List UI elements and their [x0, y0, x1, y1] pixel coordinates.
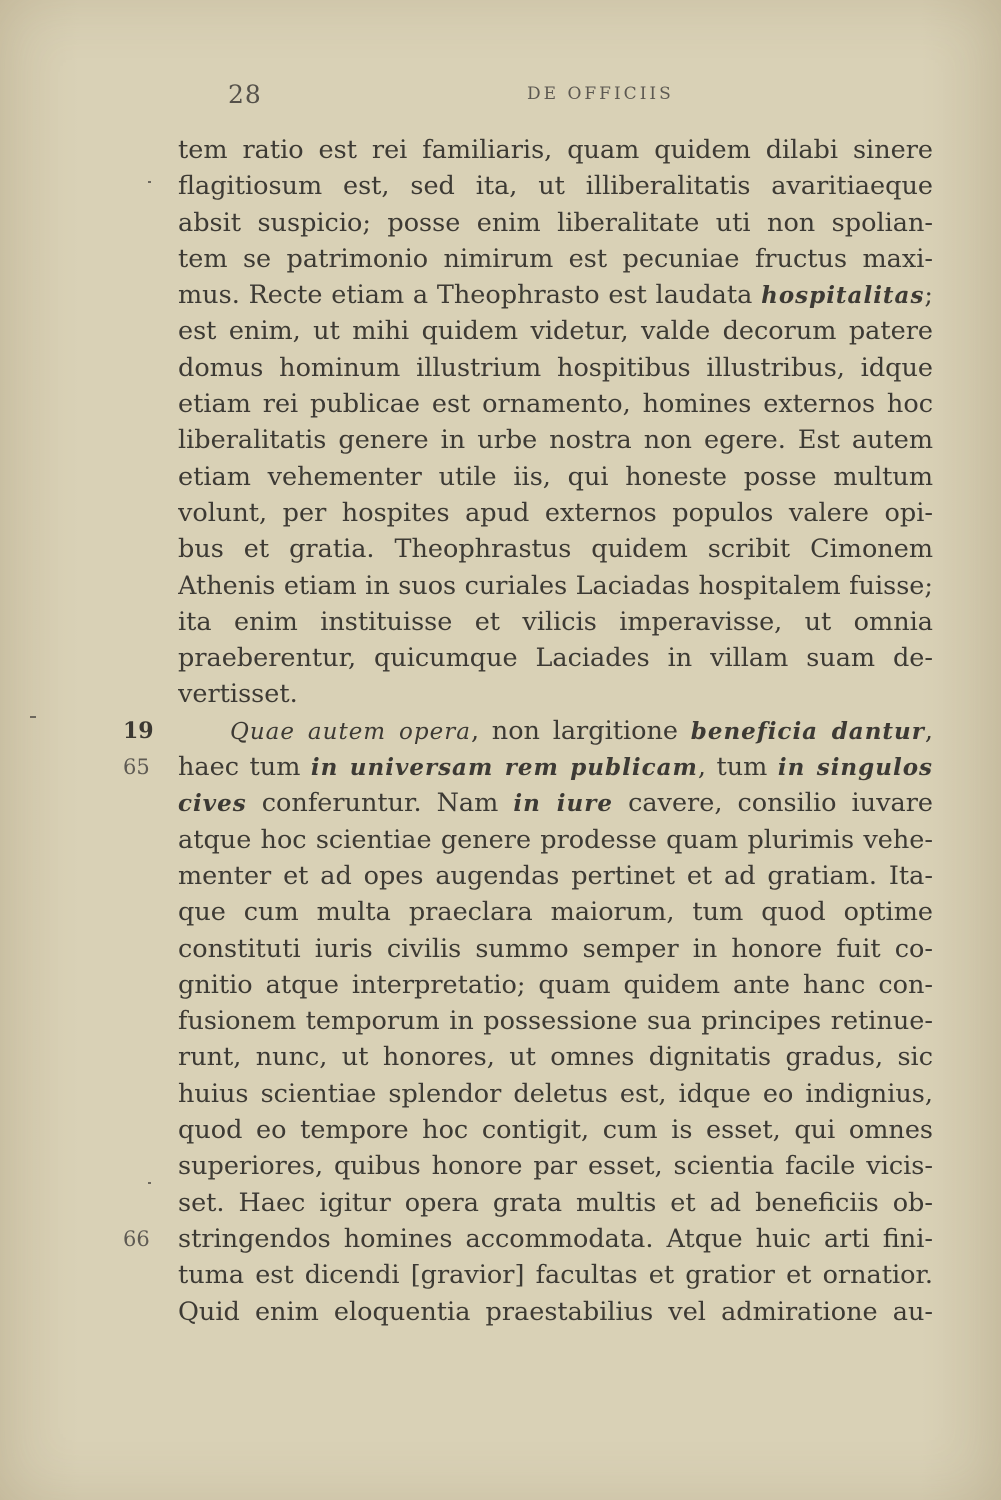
text-run: vertisset.: [178, 679, 298, 710]
text-run: huius scientiae splendor deletus est, idque eo indignius,: [178, 1078, 933, 1109]
text-line: [178, 313, 933, 349]
text-run: ,: [924, 715, 933, 746]
italic-phrase: beneficia dantur: [690, 717, 925, 745]
margin-section-number: 19: [123, 717, 154, 744]
text-line: [178, 1112, 933, 1148]
page-number: 28: [228, 80, 262, 109]
text-run: ita enim instituisse et vilicis imperavisse, ut omnia: [178, 606, 933, 637]
margin-dot-mark: [148, 1182, 151, 1184]
text-line: [178, 1039, 933, 1075]
text-run: mus. Recte etiam a Theophrasto est laudata: [178, 280, 762, 311]
text-run: runt, nunc, ut honores, ut omnes dignitatis gradus, sic: [178, 1042, 933, 1073]
text-run: stringendos homines accommodata. Atque huic arti fini-: [178, 1223, 933, 1254]
text-run: tuma est dicendi [gravior] facultas et gratior et ornatior.: [178, 1260, 933, 1291]
text-line: [178, 604, 933, 640]
text-line: [178, 568, 933, 604]
text-line: [178, 350, 933, 386]
italic-phrase: in universam rem publicam: [310, 754, 698, 782]
text-run: etiam rei publicae est ornamento, homines externos hoc: [178, 389, 933, 420]
text-line: [178, 858, 933, 894]
italic-phrase: in singulos: [777, 754, 933, 782]
text-line: [178, 1185, 933, 1221]
text-run: que cum multa praeclara maiorum, tum quod optime: [178, 897, 933, 928]
text-line: [178, 531, 933, 567]
text-line: [178, 1221, 933, 1257]
text-run: quod eo tempore hoc contigit, cum is esset, qui omnes: [178, 1115, 933, 1146]
text-run: , tum: [697, 752, 778, 783]
text-line: [178, 168, 933, 204]
text-run: tem se patrimonio nimirum est pecuniae fructus maxi-: [178, 243, 933, 274]
text-run: domus hominum illustrium hospitibus illustribus, idque: [178, 352, 933, 383]
text-line: [178, 205, 933, 241]
text-line: [178, 676, 933, 712]
text-run: fusionem temporum in possessione sua principes retinue-: [178, 1006, 933, 1037]
text-run: etiam vehementer utile iis, qui honeste posse multum: [178, 461, 933, 492]
text-line: [178, 822, 933, 858]
text-run: flagitiosum est, sed ita, ut illiberalitatis avaritiaeque: [178, 171, 933, 202]
text-run: constituti iuris civilis summo semper in honore fuit co-: [178, 933, 933, 964]
text-run: set. Haec igitur opera grata multis et ad beneficiis ob-: [178, 1187, 933, 1218]
text-line: [178, 132, 933, 168]
page-header: [0, 80, 1001, 114]
text-run: liberalitatis genere in urbe nostra non egere. Est autem: [178, 425, 933, 456]
text-run: menter et ad opes augendas pertinet et ad gratiam. Ita-: [178, 860, 933, 891]
text-run: gnitio atque interpretatio; quam quidem ante hanc con-: [178, 969, 933, 1000]
text-run: Quid enim eloquentia praestabilius vel admiratione au-: [178, 1296, 933, 1327]
text-run: absit suspicio; posse enim liberalitate uti non spolian-: [178, 207, 933, 238]
text-run: Athenis etiam in suos curiales Laciadas hospitalem fuisse;: [178, 570, 933, 601]
text-line: [178, 1003, 933, 1039]
text-line: [178, 640, 933, 676]
text-run: ;: [924, 280, 933, 311]
text-run: , non largitione: [470, 715, 691, 746]
text-run: praeberentur, quicumque Laciades in villam suam de-: [178, 643, 933, 674]
text-line: [178, 1257, 933, 1293]
text-run: cavere, consilio iuvare: [613, 788, 933, 819]
text-run: est enim, ut mihi quidem videtur, valde decorum patere: [178, 316, 933, 347]
text-run: atque hoc scientiae genere prodesse quam plurimis vehe-: [178, 824, 933, 855]
text-run: bus et gratia. Theophrastus quidem scribit Cimonem: [178, 534, 933, 565]
text-line: [178, 749, 933, 785]
running-title: DE OFFICIIS: [527, 84, 674, 104]
italic-phrase: Quae autem opera: [230, 718, 471, 745]
margin-section-number: 65: [123, 755, 150, 780]
text-line: [178, 241, 933, 277]
text-line: [178, 713, 933, 749]
margin-section-number: 66: [123, 1227, 150, 1251]
text-line: [178, 422, 933, 458]
text-line: [178, 386, 933, 422]
italic-phrase: hospitalitas: [761, 282, 925, 310]
margin-dash-mark: [30, 716, 36, 718]
text-line: [178, 1148, 933, 1184]
text-line: [178, 931, 933, 967]
text-run: conferuntur. Nam: [246, 788, 514, 819]
text-run: superiores, quibus honore par esset, scientia facile vicis-: [178, 1151, 933, 1182]
text-run: haec tum: [178, 752, 311, 783]
text-line: [178, 894, 933, 930]
text-run: volunt, per hospites apud externos populos valere opi-: [178, 497, 933, 528]
margin-dot-mark: [148, 181, 151, 183]
italic-phrase: in iure: [513, 790, 614, 818]
body-text: [178, 132, 933, 1330]
text-line: [178, 967, 933, 1003]
text-line: [178, 277, 933, 313]
text-line: [178, 459, 933, 495]
italic-phrase: cives: [178, 790, 247, 818]
text-line: [178, 1076, 933, 1112]
text-line: [178, 785, 933, 821]
text-line: [178, 1294, 933, 1330]
text-run: tem ratio est rei familiaris, quam quidem dilabi sinere: [178, 135, 933, 165]
text-line: [178, 495, 933, 531]
